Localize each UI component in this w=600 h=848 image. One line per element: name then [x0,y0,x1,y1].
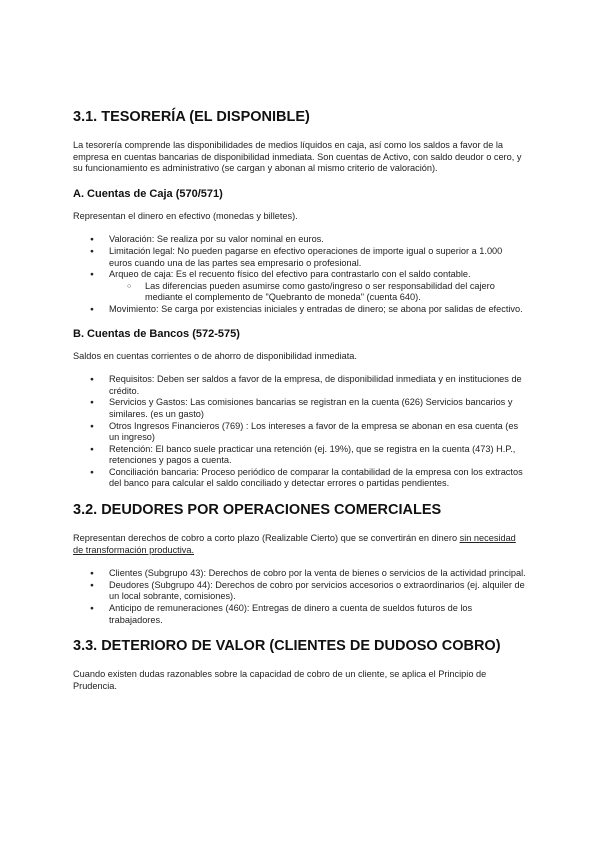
section-title-tesoreria: 3.1. TESORERÍA (EL DISPONIBLE) [73,109,310,125]
subsection-title-bancos: B. Cuentas de Bancos (572-575) [73,327,240,340]
list-item: ● Otros Ingresos Financieros (769) : Los intereses a favor de la empresa se abonan en esa cuenta (es un ingreso) [109,421,527,444]
arqueo-sublist [109,281,527,304]
bancos-description: Saldos en cuentas corrientes o de ahorro de disponibilidad inmediata. [73,350,357,361]
list-item: ● Deudores (Subgrupo 44): Derechos de cobro por servicios accesorios o extraordinarios (ej. alquiler de un local sobrante, comisiones). [109,580,527,603]
bancos-list [73,374,527,490]
list-item: ● Retención: El banco suele practicar una retención (ej. 19%), que se registra en la cuenta (473) H.P., retenciones y pagos a cuenta. [109,444,527,467]
list-item: ● Requisitos: Deben ser saldos a favor de la empresa, de disponibilidad inmediata y en instituciones de crédito. [109,374,527,397]
list-item-arqueo [109,269,527,304]
list-item: ● Servicios y Gastos: Las comisiones bancarias se registran en la cuenta (626) Servicios bancarios y similares. (es un gasto) [109,397,527,420]
subsection-title-caja: A. Cuentas de Caja (570/571) [73,187,223,200]
caja-description: Representan el dinero en efectivo (monedas y billetes). [73,210,298,221]
list-item-text: Arqueo de caja: Es el recuento físico del efectivo para contrastarlo con el saldo contable. [109,269,471,280]
sub-list-item: ○ Las diferencias pueden asumirse como gasto/ingreso o ser responsabilidad del cajero mediante el complemento de "Quebranto de moneda" (cuenta 640). [145,281,527,304]
deterioro-intro: Cuando existen dudas razonables sobre la capacidad de cobro de un cliente, se aplica el Principio de Prudencia. [73,669,487,691]
list-item: ● Clientes (Subgrupo 43): Derechos de cobro por la venta de bienes o servicios de la actividad principal. [109,568,527,580]
tesoreria-intro: La tesorería comprende las disponibilidades de medios líquidos en caja, así como los saldos a favor de la empresa en cuentas bancarias de disponibilidad inmediata. Son cuentas de Activo, con saldo deudor o cero, y su funcionamiento es administrativo (se cargan y abonan al mismo criterio de valoración). [73,140,522,174]
deudores-intro [73,533,527,556]
deudores-intro-text: Representan derechos de cobro a corto plazo (Realizable Cierto) que se convertirán en dinero [73,533,460,544]
list-item: ● Conciliación bancaria: Proceso periódico de comparar la contabilidad de la empresa con los extractos del banco para calcular el saldo conciliado y detectar errores o partidas pendientes. [109,467,527,490]
section-title-deterioro: 3.3. DETERIORO DE VALOR (CLIENTES DE DUDOSO COBRO) [73,638,501,655]
list-item: ● Anticipo de remuneraciones (460): Entregas de dinero a cuenta de sueldos futuros de los trabajadores. [109,603,527,626]
deudores-list [73,568,527,626]
list-item: ● Valoración: Se realiza por su valor nominal en euros. [109,234,527,246]
deudores-intro-underlined: sin necesidad de transformación productiva. [73,533,516,555]
section-title-deudores: 3.2. DEUDORES POR OPERACIONES COMERCIALES [73,502,442,519]
list-item: ● Movimiento: Se carga por existencias iniciales y entradas de dinero; se abona por salidas de efectivo. [109,304,527,316]
caja-list [73,234,527,315]
list-item: ● Limitación legal: No pueden pagarse en efectivo operaciones de importe igual o superior a 1.000 euros cuando una de las partes sea empresario o profesional. [109,246,527,269]
